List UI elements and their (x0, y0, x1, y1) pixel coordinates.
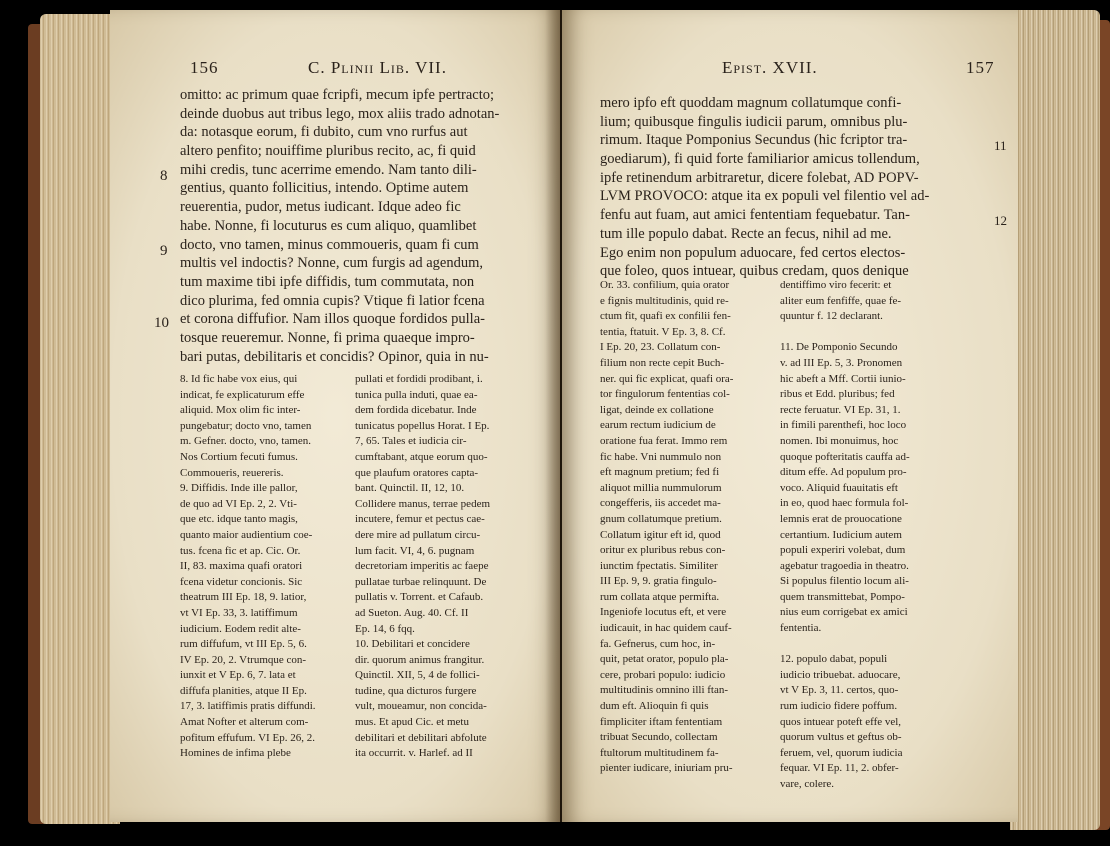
note-line: recte feruatur. VI Ep. 31, 1. (780, 403, 901, 416)
section-number-9: 9 (160, 243, 168, 259)
note-line: Collatum igitur eft id, quod (600, 528, 721, 541)
main-text-line: LVM PROVOCO: atque ita ex populi vel filentio vel ad- (600, 188, 930, 205)
note-line: Homines de infima plebe (180, 747, 291, 760)
margin-number-12: 12 (994, 213, 1007, 228)
note-line: aliquid. Mox olim fic inter- (180, 404, 301, 417)
main-text-line: rimum. Itaque Pomponius Secundus (hic fcriptor tra- (600, 132, 908, 149)
note-line: theatrum III Ep. 18, 9. latior, (180, 591, 307, 604)
note-line: pienter iudicare, iniuriam pru- (600, 762, 733, 775)
note-line: in fimili parenthefi, hoc loco (780, 419, 907, 432)
note-line: rum diffufum, vt III Ep. 5, 6. (180, 638, 307, 651)
main-text-line: gentius, quanto follicitius, intendo. Optime autem (180, 180, 469, 197)
open-book (40, 10, 1100, 835)
main-text-line: tum maxime tibi ipfe diffidis, tum commutata, non (180, 273, 475, 290)
note-line: I Ep. 20, 23. Collatum con- (600, 341, 721, 354)
note-line: III Ep. 9, 9. gratia fingulo- (600, 575, 717, 588)
note-line: fententia. (780, 622, 822, 635)
note-line: nius eum corrigebat ex amici (780, 606, 908, 619)
note-line: de quo ad VI Ep. 2, 2. Vti- (180, 497, 297, 510)
note-line: que etc. idque tanto magis, (180, 513, 298, 526)
main-text-line: tosque reueremur. Nonne, fi prima quaeque impro- (180, 329, 475, 346)
note-line: Nos Cortium fecuti fumus. (180, 450, 298, 463)
note-line: e fignis multitudinis, quid re- (600, 294, 729, 307)
note-line: ftultorum multitudinem fa- (600, 746, 719, 759)
note-line: Quinctil. XII, 5, 4 de follici- (355, 669, 480, 682)
note-line: tribuat Secundo, collectam (600, 731, 718, 744)
note-line: Commoueris, reuereris. (180, 466, 284, 479)
main-text-line: dico plurima, fed omnia cupis? Vtique fi latior fcena (180, 292, 485, 309)
note-line: 11. De Pomponio Secundo (780, 341, 898, 354)
note-line: dum eft. Alioquin fi quis (600, 700, 709, 713)
note-line: hic abeft a Mff. Cortii iunio- (780, 372, 906, 385)
note-line: tentia, ftatuit. V Ep. 3, 8. Cf. (600, 325, 726, 338)
note-line: ctum fit, quafi ex confilii fen- (600, 310, 731, 323)
margin-number-11: 11 (994, 138, 1007, 153)
note-line: 9. Diffidis. Inde ille pallor, (180, 482, 298, 495)
note-line: tus. fcena fic et ap. Cic. Or. (180, 544, 301, 557)
note-line: pullatae turbae relinquunt. De (355, 575, 487, 588)
right-notes-column-1 (600, 278, 733, 777)
note-line: tor fingulorum fententias col- (600, 388, 730, 401)
main-text-line: mero ipfo eft quoddam magnum collatumque confi- (600, 95, 902, 111)
page-edges-left (40, 14, 120, 824)
note-line: v. ad III Ep. 5, 3. Pronomen (780, 356, 903, 369)
main-text-line: bari putas, debilitaris et concidis? Opinor, quia in nu- (180, 348, 489, 365)
note-line: iunctim fpectatis. Similiter (600, 559, 718, 572)
main-text-line: lium; quibusque fingulis iudicii parum, omnibus plu- (600, 113, 908, 130)
note-line: Or. 33. confilium, quia orator (600, 279, 730, 291)
main-text-line: et corona diffufior. Nam illos quoque fordidos pulla- (180, 311, 485, 328)
main-text-line: habe. Nonne, fi locuturus es cum aliquo, quamlibet (180, 217, 477, 234)
main-text-line: que foleo, quos intuear, quibus credam, quos denique (600, 263, 909, 280)
main-text-line: altero penfito; nouiffime pluribus recito, ac, fi quid (180, 143, 476, 160)
right-running-title: Epist. XVII. (722, 58, 818, 77)
note-line: eft magnum pretium; fed fi (600, 466, 720, 479)
note-line: oratione fua ferat. Immo rem (600, 434, 728, 447)
note-line: fimpliciter iftam fententiam (600, 715, 723, 728)
note-line: pullatis v. Torrent. et Cafaub. (355, 591, 484, 604)
note-line: nomen. Ibi monuimus, hoc (780, 434, 899, 447)
note-line: 17, 3. latiffimis pratis diffundi. (180, 700, 316, 713)
note-line: iudicauit, in hac quidem cauf- (600, 622, 732, 635)
section-number-10: 10 (154, 315, 169, 331)
note-line: tunica pulla induti, quae ea- (355, 388, 478, 401)
main-text-line: goediarum), fi quid forte familiarior amicus tollendum, (600, 151, 920, 168)
note-line: 7, 65. Tales et iudicia cir- (355, 435, 467, 448)
note-line: in eo, quod haec formula fol- (780, 497, 909, 510)
note-line: certantium. Iudicium autem (780, 528, 902, 541)
right-page-number: 157 (966, 58, 995, 77)
main-text-line: docto, vno tamen, minus commoueris, quam fi cum (180, 236, 479, 253)
left-notes-column-2 (355, 372, 490, 762)
note-line: 10. Debilitari et concidere (355, 638, 470, 651)
note-line: congefferis, iis accedet ma- (600, 497, 721, 510)
note-line: pofitum effufum. VI Ep. 26, 2. (180, 731, 315, 744)
note-line: II, 83. maxima quafi oratori (180, 560, 303, 573)
note-line: populi experiri volebat, dum (780, 544, 906, 557)
note-line: quit, petat orator, populo pla- (600, 653, 729, 666)
note-line: debilitari et debilitari abfolute (355, 731, 487, 744)
note-line: aliter eum fenfiffe, quae fe- (780, 294, 902, 307)
note-line: dir. quorum animus frangitur. (355, 653, 485, 666)
note-line (780, 637, 910, 653)
note-line: multitudinis omnino illi ftan- (600, 684, 729, 697)
note-line: ner. qui fic explicat, quafi ora- (600, 372, 734, 385)
note-line: rum collata atque permifta. (600, 590, 720, 603)
main-text-line: multis vel indoctis? Nonne, cum furgis ad agendum, (180, 255, 483, 272)
note-line: fic habe. Vni nummulo non (600, 450, 722, 463)
note-line: ditum effe. Ad populum pro- (780, 466, 907, 479)
note-line: tunicatus popellus Horat. I Ep. (355, 419, 490, 432)
note-line: aliquot millia nummulorum (600, 481, 722, 494)
note-line: mus. Et apud Cic. et metu (355, 716, 469, 729)
note-line: iunxit et V Ep. 6, 7. lata et (180, 669, 296, 682)
note-line: diffufa planities, atque II Ep. (180, 684, 307, 697)
note-line: Collidere manus, terrae pedem (355, 497, 491, 510)
note-line: 12. populo dabat, populi (780, 653, 888, 666)
note-line: agebatur tragoedia in theatro. (780, 559, 909, 572)
note-line: ligat, deinde ex collatione (600, 403, 714, 416)
note-line: Amat Nofter et alterum com- (180, 716, 309, 729)
note-line: indicat, fe explicaturum effe (180, 388, 305, 401)
note-line: vt VI Ep. 33, 3. latiffimum (180, 606, 298, 619)
note-line: bant. Quinctil. II, 12, 10. (355, 482, 465, 495)
main-text-line: omitto: ac primum quae fcripfi, mecum ipfe pertracto; (180, 87, 495, 103)
main-text-line: Ego enim non populum aduocare, fed certos electos- (600, 244, 906, 261)
note-line: m. Gefner. docto, vno, tamen. (180, 435, 312, 448)
section-number-8: 8 (160, 168, 168, 184)
main-text-line: da: notasque eorum, fi dubito, cum vno rurfus aut (180, 124, 468, 141)
note-line: Ep. 14, 6 fqq. (355, 622, 415, 635)
note-line: Ingeniofe locutus eft, et vere (600, 606, 727, 619)
note-line: dem fordida dicebatur. Inde (355, 404, 477, 417)
right-page (562, 10, 1018, 822)
note-line: quem transmittebat, Pompo- (780, 590, 905, 603)
left-notes-column-1 (180, 372, 316, 762)
main-text-line: reuerentia, pudor, metus iudicant. Idque adeo fic (180, 199, 461, 216)
main-text-line: fenfu aut fuam, aut amici fententiam fequebatur. Tan- (600, 207, 910, 224)
note-line: gnum collatumque pretium. (600, 512, 722, 525)
note-line: iudicio tribuebat. aduocare, (780, 668, 901, 681)
note-line: quos intuear poteft effe vel, (780, 715, 902, 728)
main-text-line: deinde duobus aut tribus lego, mox aliis trado adnotan- (180, 105, 500, 122)
note-line: rum iudicio fidere poffum. (780, 700, 898, 713)
note-line: lum facit. VI, 4, 6. pugnam (355, 544, 475, 557)
note-line: que plaufum oratores capta- (355, 466, 479, 479)
main-text-line: mihi credis, tunc acerrime emendo. Nam tanto dili- (180, 161, 477, 178)
note-line: fa. Gefnerus, cum hoc, in- (600, 637, 716, 650)
note-line: quuntur f. 12 declarant. (780, 310, 883, 323)
note-line: vult, moueamur, non concida- (355, 700, 487, 713)
note-line: decretoriam imperitis ac faepe (355, 560, 489, 573)
left-main-text (180, 86, 499, 366)
note-line: incutere, femur et pectus cae- (355, 513, 485, 526)
note-line: Si populus filentio locum ali- (780, 575, 909, 588)
note-line: ad Sueton. Aug. 40. Cf. II (355, 606, 469, 619)
note-line: ita occurrit. v. Harlef. ad II (355, 747, 473, 760)
left-running-title: C. Plinii Lib. VII. (308, 58, 447, 77)
note-line: quoque pofteritatis cauffa ad- (780, 450, 910, 463)
note-line: iudicium. Eodem redit alte- (180, 622, 301, 635)
note-line: vt V Ep. 3, 11. certos, quo- (780, 684, 899, 697)
main-text-line: tum ille populo dabat. Recte an fecus, nihil ad me. (600, 225, 892, 242)
left-page (110, 10, 560, 822)
note-line: quanto maior audientium coe- (180, 528, 313, 541)
right-main-text (600, 94, 929, 281)
note-line: feruem, vel, quorum iudicia (780, 746, 903, 759)
note-line: dere mire ad pullatum circu- (355, 528, 481, 541)
note-line: vare, colere. (780, 778, 835, 790)
note-line: pungebatur; docto vno, tamen (180, 419, 312, 432)
note-line: quorum vultus et geftus ob- (780, 731, 902, 744)
note-line: 8. Id fic habe vox eius, qui (180, 373, 298, 385)
page-edges-right (1010, 10, 1100, 830)
note-line: IV Ep. 20, 2. Vtrumque con- (180, 653, 307, 666)
note-line: fequar. VI Ep. 11, 2. obfer- (780, 762, 899, 775)
note-line: ribus et Edd. pluribus; fed (780, 388, 895, 401)
note-line: cumftabant, atque eorum quo- (355, 450, 488, 463)
note-line: fcena videtur concionis. Sic (180, 575, 303, 588)
note-line: tudine, qua dicturos furgere (355, 684, 477, 697)
note-line: voco. Aliquid fuauitatis eft (780, 481, 898, 494)
note-line: lemnis erat de prouocatione (780, 512, 902, 525)
note-line: pullati et fordidi prodibant, i. (355, 373, 483, 385)
left-page-number: 156 (190, 58, 219, 77)
note-line: filium non recte cepit Buch- (600, 356, 725, 369)
right-notes-column-2 (780, 278, 910, 793)
note-line (780, 325, 910, 341)
note-line: oritur ex pluribus rebus con- (600, 544, 726, 557)
note-line: cere, probari populo: iudicio (600, 668, 726, 681)
note-line: earum rectum iudicium de (600, 419, 716, 432)
main-text-line: ipfe retinendum arbitraretur, dicere folebat, AD POPV- (600, 169, 919, 186)
note-line: dentiffimo viro fecerit: et (780, 279, 892, 291)
